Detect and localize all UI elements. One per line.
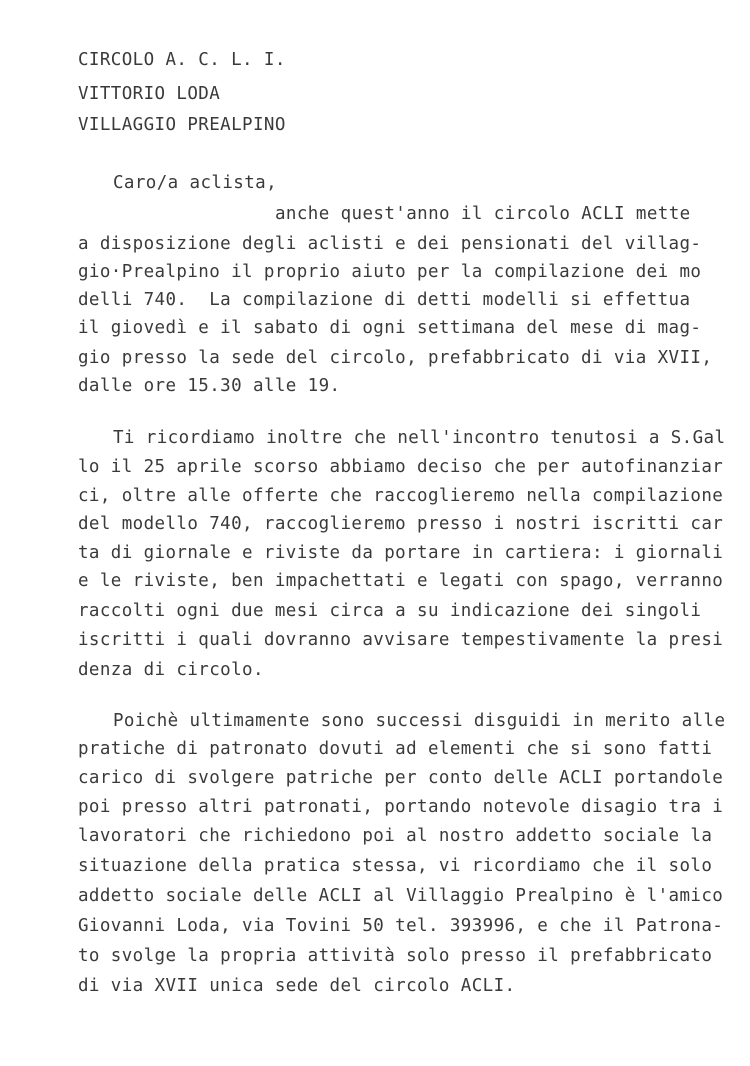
paragraph1-line: anche quest'anno il circolo ACLI mette xyxy=(275,204,691,224)
paragraph2-line: e le riviste, ben impachettati e legati con spago, verranno xyxy=(78,571,724,591)
paragraph1-line: a disposizione degli aclisti e dei pensionati del villag- xyxy=(78,234,702,254)
paragraph1-line: dalle ore 15.30 alle 19. xyxy=(78,376,341,396)
paragraph1-line: delli 740. La compilazione di detti modelli si effettua xyxy=(78,290,691,310)
paragraph2-line: del modello 740, raccoglieremo presso i nostri iscritti car xyxy=(78,514,724,534)
paragraph2-line: raccolti ogni due mesi circa a su indicazione dei singoli xyxy=(78,601,702,621)
paragraph3-line: lavoratori che richiedono poi al nostro addetto sociale la xyxy=(78,826,713,846)
paragraph1-line: gio·Prealpino il proprio aiuto per la compilazione dei mo xyxy=(78,262,702,282)
paragraph1-line: gio presso la sede del circolo, prefabbricato di via XVII, xyxy=(78,348,713,368)
paragraph3-line: to svolge la propria attività solo presso il prefabbricato xyxy=(78,946,713,966)
paragraph3-line: pratiche di patronato dovuti ad elementi che si sono fatti xyxy=(78,739,713,759)
paragraph3-line: carico di svolgere patriche per conto delle ACLI portandole xyxy=(78,768,724,788)
header-line-vittorio-loda: VITTORIO LODA xyxy=(78,84,221,104)
paragraph2-line: iscritti i quali dovranno avvisare tempestivamente la presi xyxy=(78,630,724,650)
paragraph3-line: addetto sociale delle ACLI al Villaggio Prealpino è l'amico xyxy=(78,886,724,906)
paragraph3-line: di via XVII unica sede del circolo ACLI. xyxy=(78,976,516,996)
paragraph3-line: situazione della pratica stessa, vi ricordiamo che il solo xyxy=(78,856,713,876)
paragraph2-line: lo il 25 aprile scorso abbiamo deciso che per autofinanziar xyxy=(78,457,724,477)
paragraph1-line: il giovedì e il sabato di ogni settimana del mese di mag- xyxy=(78,318,702,338)
paragraph2-line: ci, oltre alle offerte che raccoglieremo nella compilazione xyxy=(78,486,724,506)
header-line-circolo: CIRCOLO A. C. L. I. xyxy=(78,50,286,70)
paragraph3-line: Giovanni Loda, via Tovini 50 tel. 393996, e che il Patrona- xyxy=(78,916,724,936)
paragraph2-line: denza di circolo. xyxy=(78,660,264,680)
paragraph2-line: ta di giornale e riviste da portare in cartiera: i giornali xyxy=(78,543,724,563)
paragraph3-line: poi presso altri patronati, portando notevole disagio tra i xyxy=(78,797,724,817)
header-line-villaggio: VILLAGGIO PREALPINO xyxy=(78,115,286,135)
paragraph3-line: Poichè ultimamente sono successi disguidi in merito alle xyxy=(113,711,726,731)
paragraph2-line: Ti ricordiamo inoltre che nell'incontro tenutosi a S.Gal xyxy=(113,428,726,448)
salutation: Caro/a aclista, xyxy=(113,173,278,193)
